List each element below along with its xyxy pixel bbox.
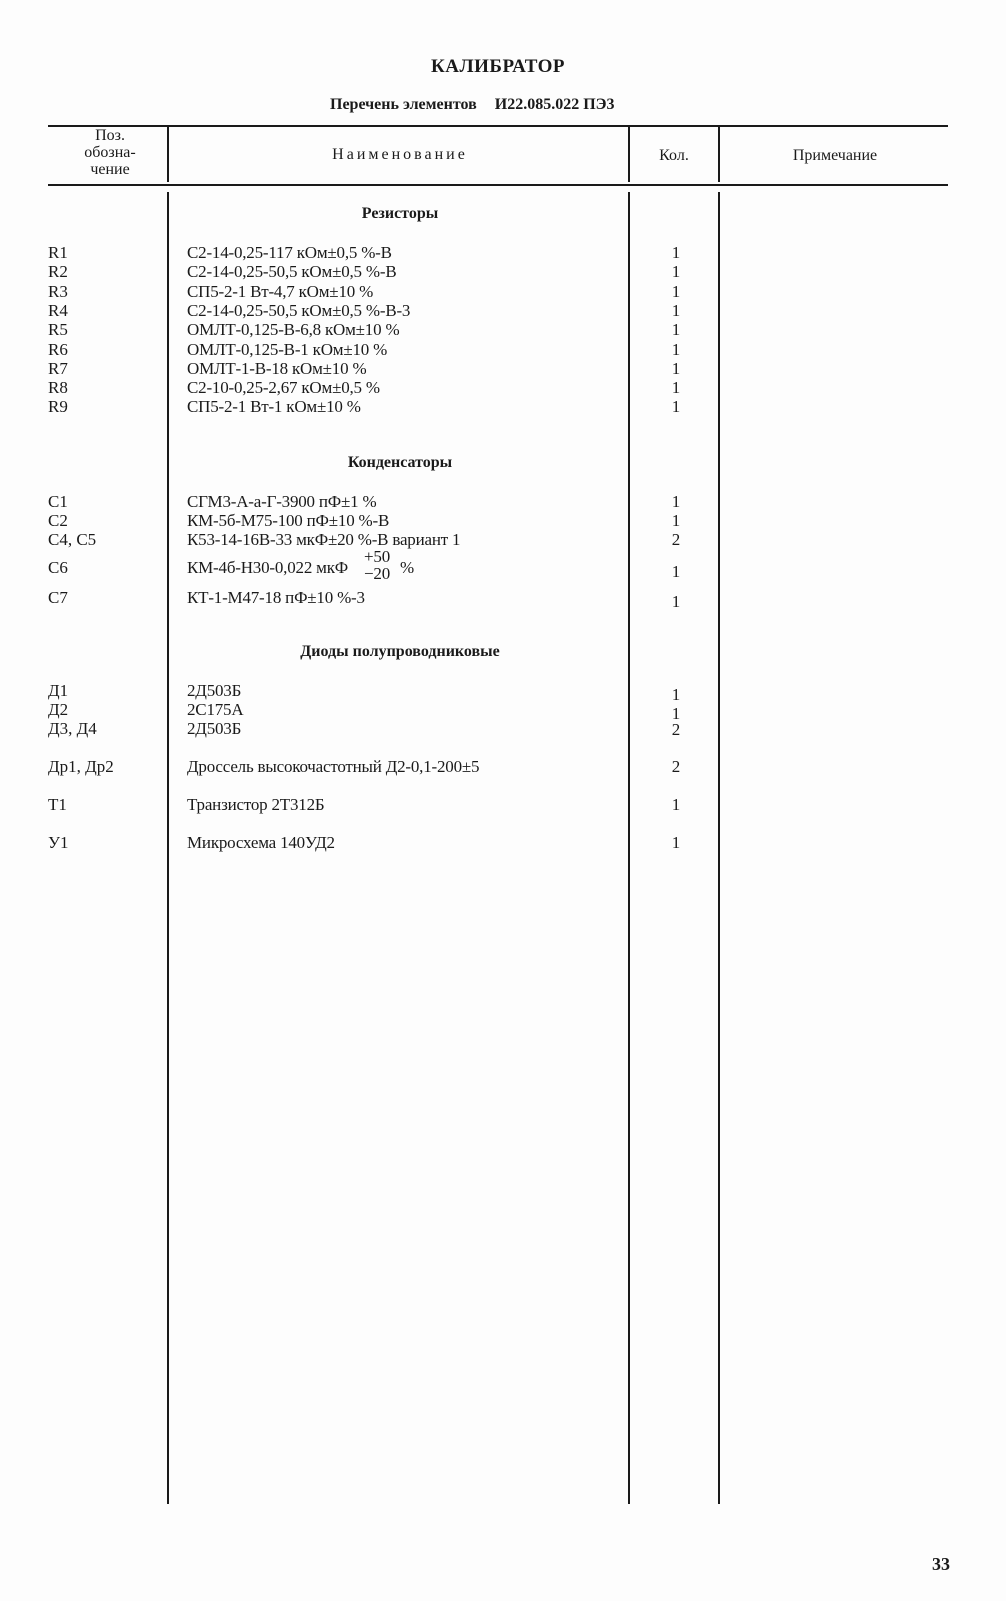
table-header-rule [48, 184, 948, 186]
row-name: 2С175А [187, 700, 244, 719]
table-row [0, 320, 1006, 339]
header-position [60, 127, 160, 178]
document-code: И22.085.022 ПЭ3 [494, 96, 615, 113]
row-position: R1 [48, 243, 68, 262]
row-quantity: 2 [671, 757, 681, 776]
table-row [0, 243, 1006, 262]
row-quantity: 1 [671, 282, 681, 301]
row-name: Дроссель высокочастотный Д2-0,1-200±5 [187, 757, 480, 776]
table-row [0, 700, 1006, 723]
table-row [0, 359, 1006, 378]
row-quantity: 1 [671, 359, 681, 378]
table-row [0, 492, 1006, 511]
row-position: Д1 [48, 681, 69, 700]
header-note: Примечание [792, 147, 878, 164]
row-quantity: 1 [671, 397, 681, 416]
row-position: T1 [48, 795, 67, 814]
column-divider-1-header [167, 126, 169, 182]
row-quantity: 1 [671, 795, 681, 814]
document-subtitle [330, 96, 615, 114]
row-quantity: 1 [671, 340, 681, 359]
table-row [0, 547, 1006, 583]
row-quantity: 2 [671, 530, 681, 549]
tolerance-minus: −20 [364, 564, 391, 583]
row-position: C7 [48, 588, 68, 607]
row-name: ОМЛТ-0,125-В-6,8 кОм±10 % [187, 320, 400, 339]
row-position: C2 [48, 511, 68, 530]
row-position: Др1, Др2 [48, 757, 114, 776]
table-row [0, 530, 1006, 549]
row-quantity: 1 [671, 243, 681, 262]
table-row [0, 757, 1006, 776]
header-position-line2: обозна- [84, 144, 136, 161]
row-position: R5 [48, 320, 68, 339]
row-quantity: 1 [671, 511, 681, 530]
row-name: С2-14-0,25-50,5 кОм±0,5 %-В-3 [187, 301, 411, 320]
row-name: Транзистор 2Т312Б [187, 795, 325, 814]
header-position-line1: Поз. [95, 127, 125, 144]
row-position: C1 [48, 492, 68, 511]
row-quantity: 1 [671, 833, 681, 852]
row-position: R7 [48, 359, 68, 378]
row-name: С2-14-0,25-50,5 кОм±0,5 %-В [187, 262, 397, 281]
row-name [187, 547, 414, 583]
table-row [0, 397, 1006, 416]
header-quantity: Кол. [659, 147, 689, 164]
row-name: 2Д503Б [187, 719, 242, 738]
table-row [0, 301, 1006, 320]
row-position: C4, C5 [48, 530, 97, 549]
table-row [0, 282, 1006, 301]
table-top-rule [48, 125, 948, 127]
subtitle-label: Перечень элементов [330, 96, 477, 113]
row-name: СГМ3-А-а-Г-3900 пФ±1 % [187, 492, 377, 511]
row-position: R3 [48, 282, 68, 301]
page-title: КАЛИБРАТОР [430, 56, 566, 77]
row-quantity: 1 [671, 301, 681, 320]
row-name: Микросхема 140УД2 [187, 833, 335, 852]
row-name-text: КМ-4б-Н30-0,022 мкФ [187, 557, 349, 577]
row-name: С2-14-0,25-117 кОм±0,5 %-В [187, 243, 392, 262]
row-position: R6 [48, 340, 68, 359]
table-row [0, 588, 1006, 611]
row-quantity: 1 [671, 685, 681, 704]
row-name: ОМЛТ-0,125-В-1 кОм±10 % [187, 340, 388, 359]
header-name: Наименование [332, 146, 468, 163]
table-row [0, 511, 1006, 530]
row-quantity: 1 [671, 562, 681, 581]
row-name: ОМЛТ-1-В-18 кОм±10 % [187, 359, 367, 378]
row-position: R2 [48, 262, 68, 281]
row-quantity: 1 [671, 492, 681, 511]
row-name: СП5-2-1 Вт-4,7 кОм±10 % [187, 282, 374, 301]
table-row [0, 378, 1006, 397]
row-quantity: 1 [671, 704, 681, 723]
row-name: К53-14-16В-33 мкФ±20 %-В вариант 1 [187, 530, 461, 549]
section-diodes: Диоды полупроводниковые [300, 643, 500, 660]
row-quantity: 2 [671, 720, 681, 739]
row-position: R4 [48, 301, 68, 320]
row-name: С2-10-0,25-2,67 кОм±0,5 % [187, 378, 380, 397]
table-row [0, 262, 1006, 281]
table-row [0, 719, 1006, 738]
table-row [0, 681, 1006, 704]
row-name: КМ-5б-М75-100 пФ±10 %-В [187, 511, 390, 530]
table-row [0, 795, 1006, 814]
page-number: 33 [932, 1554, 950, 1574]
tolerance-unit: % [400, 557, 414, 577]
row-quantity: 1 [671, 378, 681, 397]
tolerance-plus: +50 [364, 547, 391, 566]
row-name: 2Д503Б [187, 681, 242, 700]
row-quantity: 1 [671, 320, 681, 339]
row-position: Д3, Д4 [48, 719, 97, 738]
section-resistors: Резисторы [361, 205, 439, 222]
row-quantity: 1 [671, 592, 681, 611]
row-position: У1 [48, 833, 69, 852]
row-position: Д2 [48, 700, 69, 719]
row-name: КТ-1-М47-18 пФ±10 %-3 [187, 588, 365, 607]
row-name: СП5-2-1 Вт-1 кОм±10 % [187, 397, 361, 416]
row-quantity: 1 [671, 262, 681, 281]
row-position: C6 [48, 558, 68, 577]
section-capacitors: Конденсаторы [347, 454, 453, 471]
table-row [0, 833, 1006, 852]
row-position: R8 [48, 378, 68, 397]
row-position: R9 [48, 397, 68, 416]
table-row [0, 340, 1006, 359]
tolerance-stack [364, 548, 390, 582]
header-position-line3: чение [90, 161, 130, 178]
